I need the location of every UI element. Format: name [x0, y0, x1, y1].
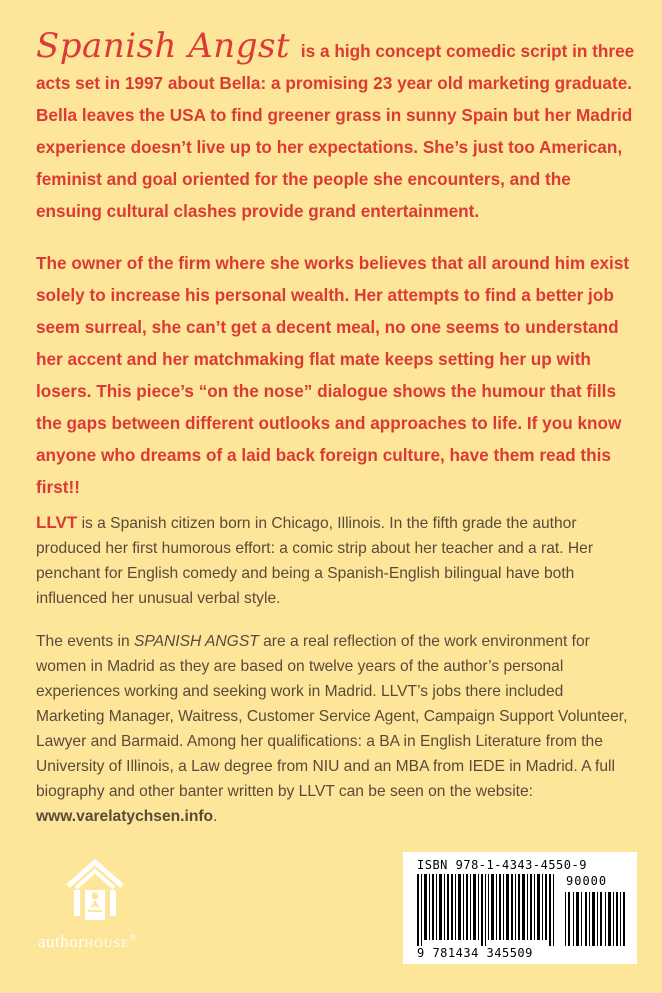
blurb-intro-text: is a high concept comedic script in three acts set in 1997 about Bella: a promising 23 year old marketing graduate. Bella leaves the USA to find greener grass in sunny Spain but her Madrid experience doesn’t live up to her expectations. She’s just too American, feminist and goal oriented for the people she encounters, and the ensuing cultural clashes provide grand entertainment.	[36, 41, 635, 221]
website-link[interactable]: www.varelatychsen.info	[36, 808, 214, 825]
website-period: .	[213, 808, 218, 825]
author-bio	[36, 510, 636, 829]
publisher-name-part2: HOUSE	[84, 936, 130, 950]
ean-digits: 9 781434 345509	[417, 946, 533, 960]
events-paragraph	[36, 629, 636, 829]
isbn-label: ISBN 978-1-4343-4550-9	[417, 858, 587, 872]
addon-digits: 90000	[566, 874, 608, 888]
publisher-name	[38, 932, 137, 952]
blurb-intro-paragraph	[36, 26, 636, 227]
book-title-italic: SPANISH ANGST	[133, 633, 259, 650]
publisher-name-part1: author	[38, 932, 85, 951]
events-text: are a real reflection of the work environment for women in Madrid as they are based on twelve years of the author’s personal experiences working and seeking work in Madrid. LLVT’s jobs there included Marketing Manager, Waitress, Customer Service Agent, Campaign Support Volunteer, Lawyer and Barmaid. Among her qualifications: a BA in English Literature from the University of Illinois, a Law degree from NIU and an MBA from IEDE in Madrid. A full biography and other banter written by LLVT can be seen on the website:	[36, 633, 628, 800]
bio-text: is a Spanish citizen born in Chicago, Illinois. In the fifth grade the author produced her first humorous effort: a comic strip about her teacher and a rat. Her penchant for English comedy and being a Spanish-English bilingual have both influenced her unusual verbal style.	[36, 515, 594, 607]
bio-paragraph	[36, 510, 636, 611]
blurb-second-paragraph: The owner of the firm where she works believes that all around him exist solely to increase his personal wealth. Her attempts to find a better job seem surreal, she can’t get a decent meal, no one seems to understand her accent and her matchmaking flat mate keeps setting her up with losers. This piece’s “on the nose” dialogue shows the humour that fills the gaps between different outlooks and approaches to life. If you know anyone who dreams of a laid back foreign culture, have them read this first!!	[36, 253, 630, 497]
book-title-script: Spanish Angst	[36, 26, 291, 66]
registered-mark: ®	[129, 932, 137, 943]
book-blurb	[36, 26, 636, 503]
publisher-logo	[38, 858, 148, 958]
author-name: LLVT	[36, 513, 78, 532]
events-prefix: The events in	[36, 633, 130, 650]
ean-barcode-bars	[415, 874, 559, 946]
authorhouse-logo-icon	[64, 858, 126, 924]
isbn-barcode	[403, 852, 637, 964]
